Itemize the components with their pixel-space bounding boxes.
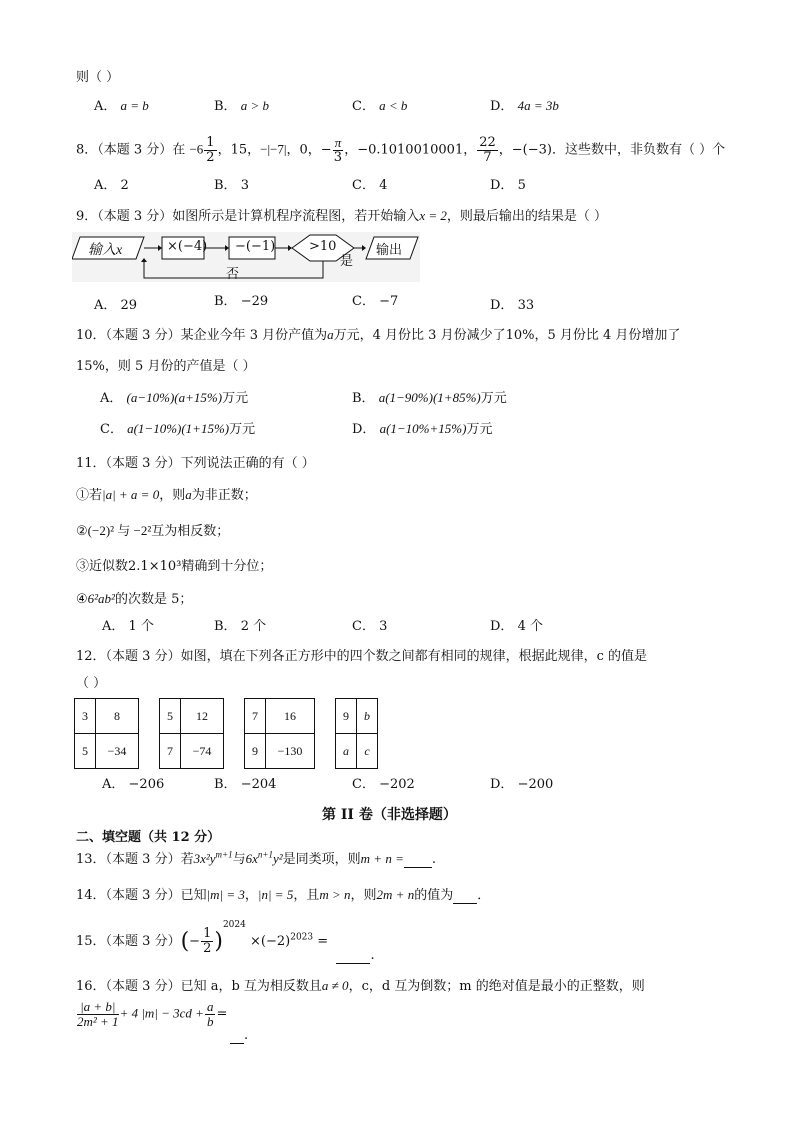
q12-number-grid — [74, 698, 378, 769]
q8-option-c[interactable]: C． 4 — [352, 178, 388, 193]
q8-option-b[interactable]: B． 3 — [214, 178, 249, 193]
q12-option-c[interactable]: C． −202 — [352, 777, 415, 792]
grid-cell: 9 — [245, 734, 266, 769]
flow-step2-label: −(−1) — [235, 239, 276, 254]
q8-option-d[interactable]: D． 5 — [490, 178, 526, 193]
grid-cell: −34 — [96, 734, 139, 769]
flow-step1-label: ×(−4) — [167, 239, 208, 254]
answer-blank[interactable] — [453, 888, 477, 904]
q10-option-c[interactable]: C． a(1−10%)(1+15%)万元 — [100, 421, 256, 437]
grid-cell: c — [357, 734, 378, 769]
grid-cell: 12 — [181, 699, 224, 734]
q11-item-2: ②(−2)² 与 −2²互为相反数； — [76, 523, 230, 539]
flow-input-label: 输入x — [88, 243, 123, 258]
q10-stem-line1: 10．（本题 3 分）某企业今年 3 月份产值为a万元，4 月份比 3 月份减少了10%，5 月份比 4 月份增加了 — [76, 327, 681, 343]
q16-expression: $\frac{|a + b|}{\text{2m² + 1}}$ + 4 |m| − 3cd + $\frac{a}{b}$ = . — [77, 999, 249, 1044]
q12-option-b[interactable]: B． −204 — [214, 777, 277, 792]
q10-stem-line2: 15%，则 5 月份的产值是（ ） — [76, 359, 256, 374]
grid-gap — [139, 699, 160, 734]
grid-gap — [224, 734, 245, 769]
q11-stem: 11．（本题 3 分）下列说法正确的有（ ） — [76, 456, 315, 471]
q9-option-c[interactable]: C． −7 — [352, 294, 399, 309]
q12-stem: 12．（本题 3 分）如图，填在下列各正方形中的四个数之间都有相同的规律，根据此规律，c 的值是 — [76, 649, 647, 664]
grid-gap — [139, 734, 160, 769]
q9-option-b[interactable]: B． −29 — [214, 294, 269, 309]
q12-stem-2: （ ） — [76, 676, 107, 691]
section-heading: 二、填空题（共 12 分） — [76, 830, 221, 845]
q8-stem: 8．（本题 3 分）在 −6 $\frac{1}{2}$ ，15，−|−7|，0，− $\frac{\pi}{3}$ ，−0.1010010001， $\frac{22}{7}$ ，−(−3)．这些数中，非负数有（ ）个 — [76, 135, 726, 165]
flow-condition-label: >10 — [309, 239, 337, 254]
grid-cell: 3 — [75, 699, 96, 734]
q11-item-3: ③近似数2.1×10³精确到十分位； — [76, 559, 273, 574]
q12-option-a[interactable]: A． −206 — [102, 777, 165, 792]
answer-blank[interactable] — [230, 1028, 244, 1044]
grid-cell: −130 — [266, 734, 315, 769]
q13: 13．（本题 3 分）若$3x^2y^{m+1}$与$6x^{n+1}y^2$是同类项，则m + n = . — [76, 849, 436, 867]
q11-item-4: ④6²ab²的次数是 5； — [76, 591, 193, 607]
grid-cell: 9 — [336, 699, 357, 734]
q16-stem: 16．（本题 3 分）已知 a，b 互为相反数且a ≠ 0，c，d 互为倒数；m 的绝对值是最小的正整数，则 — [76, 978, 645, 994]
q8-option-a[interactable]: A． 2 — [94, 178, 129, 193]
q11-option-d[interactable]: D． 4 个 — [490, 619, 543, 634]
grid-cell: 5 — [75, 734, 96, 769]
q10-option-d[interactable]: D． a(1−10%+15%)万元 — [352, 421, 493, 437]
q15: 15．（本题 3 分）(− $\frac{1}{2}$ )$^{2024} \times(-2)^{2023}$ = . — [76, 920, 375, 963]
grid-cell: a — [336, 734, 357, 769]
flow-no-label: 否 — [226, 267, 240, 282]
q9-option-d[interactable]: D． 33 — [490, 298, 535, 313]
q7-option-d[interactable]: D． 4a = 3b — [490, 98, 559, 114]
grid-cell: b — [357, 699, 378, 734]
q12-option-d[interactable]: D． −200 — [490, 777, 554, 792]
q10-option-b[interactable]: B． a(1−90%)(1+85%)万元 — [352, 390, 507, 406]
grid-cell: 16 — [266, 699, 315, 734]
q9-option-a[interactable]: A． 29 — [94, 298, 138, 313]
answer-blank[interactable] — [336, 948, 370, 964]
q11-item-1: ①若|a| + a = 0，则a为非正数； — [76, 487, 257, 503]
flow-output-label: 输出 — [376, 243, 403, 258]
q7-option-b[interactable]: B． a > b — [214, 98, 269, 114]
q10-option-a[interactable]: A． (a−10%)(a+15%)万元 — [100, 390, 249, 406]
grid-cell: 5 — [160, 699, 181, 734]
flowchart — [72, 232, 420, 282]
q11-option-c[interactable]: C． 3 — [352, 619, 388, 634]
q11-option-a[interactable]: A． 1 个 — [102, 619, 154, 634]
grid-cell: 7 — [160, 734, 181, 769]
q7-tail: 则（ ） — [76, 70, 120, 85]
grid-gap — [315, 699, 336, 734]
q14: 14．（本题 3 分）已知|m| = 3，|n| = 5，且m > n，则2m + n的值为 ． — [76, 887, 491, 903]
grid-row — [75, 699, 378, 734]
q9-stem: 9．（本题 3 分）如图所示是计算机程序流程图，若开始输入x = 2，则最后输出的结果是（ ） — [76, 208, 607, 224]
grid-gap — [315, 734, 336, 769]
grid-gap — [224, 699, 245, 734]
flow-yes-label: 是 — [340, 254, 354, 269]
grid-cell: 7 — [245, 699, 266, 734]
grid-row — [75, 734, 378, 769]
answer-blank[interactable] — [404, 852, 432, 868]
part2-title: 第 II 卷（非选择题） — [322, 807, 457, 823]
grid-cell: −74 — [181, 734, 224, 769]
q11-option-b[interactable]: B． 2 个 — [214, 619, 267, 634]
q7-option-a[interactable]: A． a = b — [94, 98, 149, 114]
grid-cell: 8 — [96, 699, 139, 734]
q7-option-c[interactable]: C． a < b — [352, 98, 408, 114]
